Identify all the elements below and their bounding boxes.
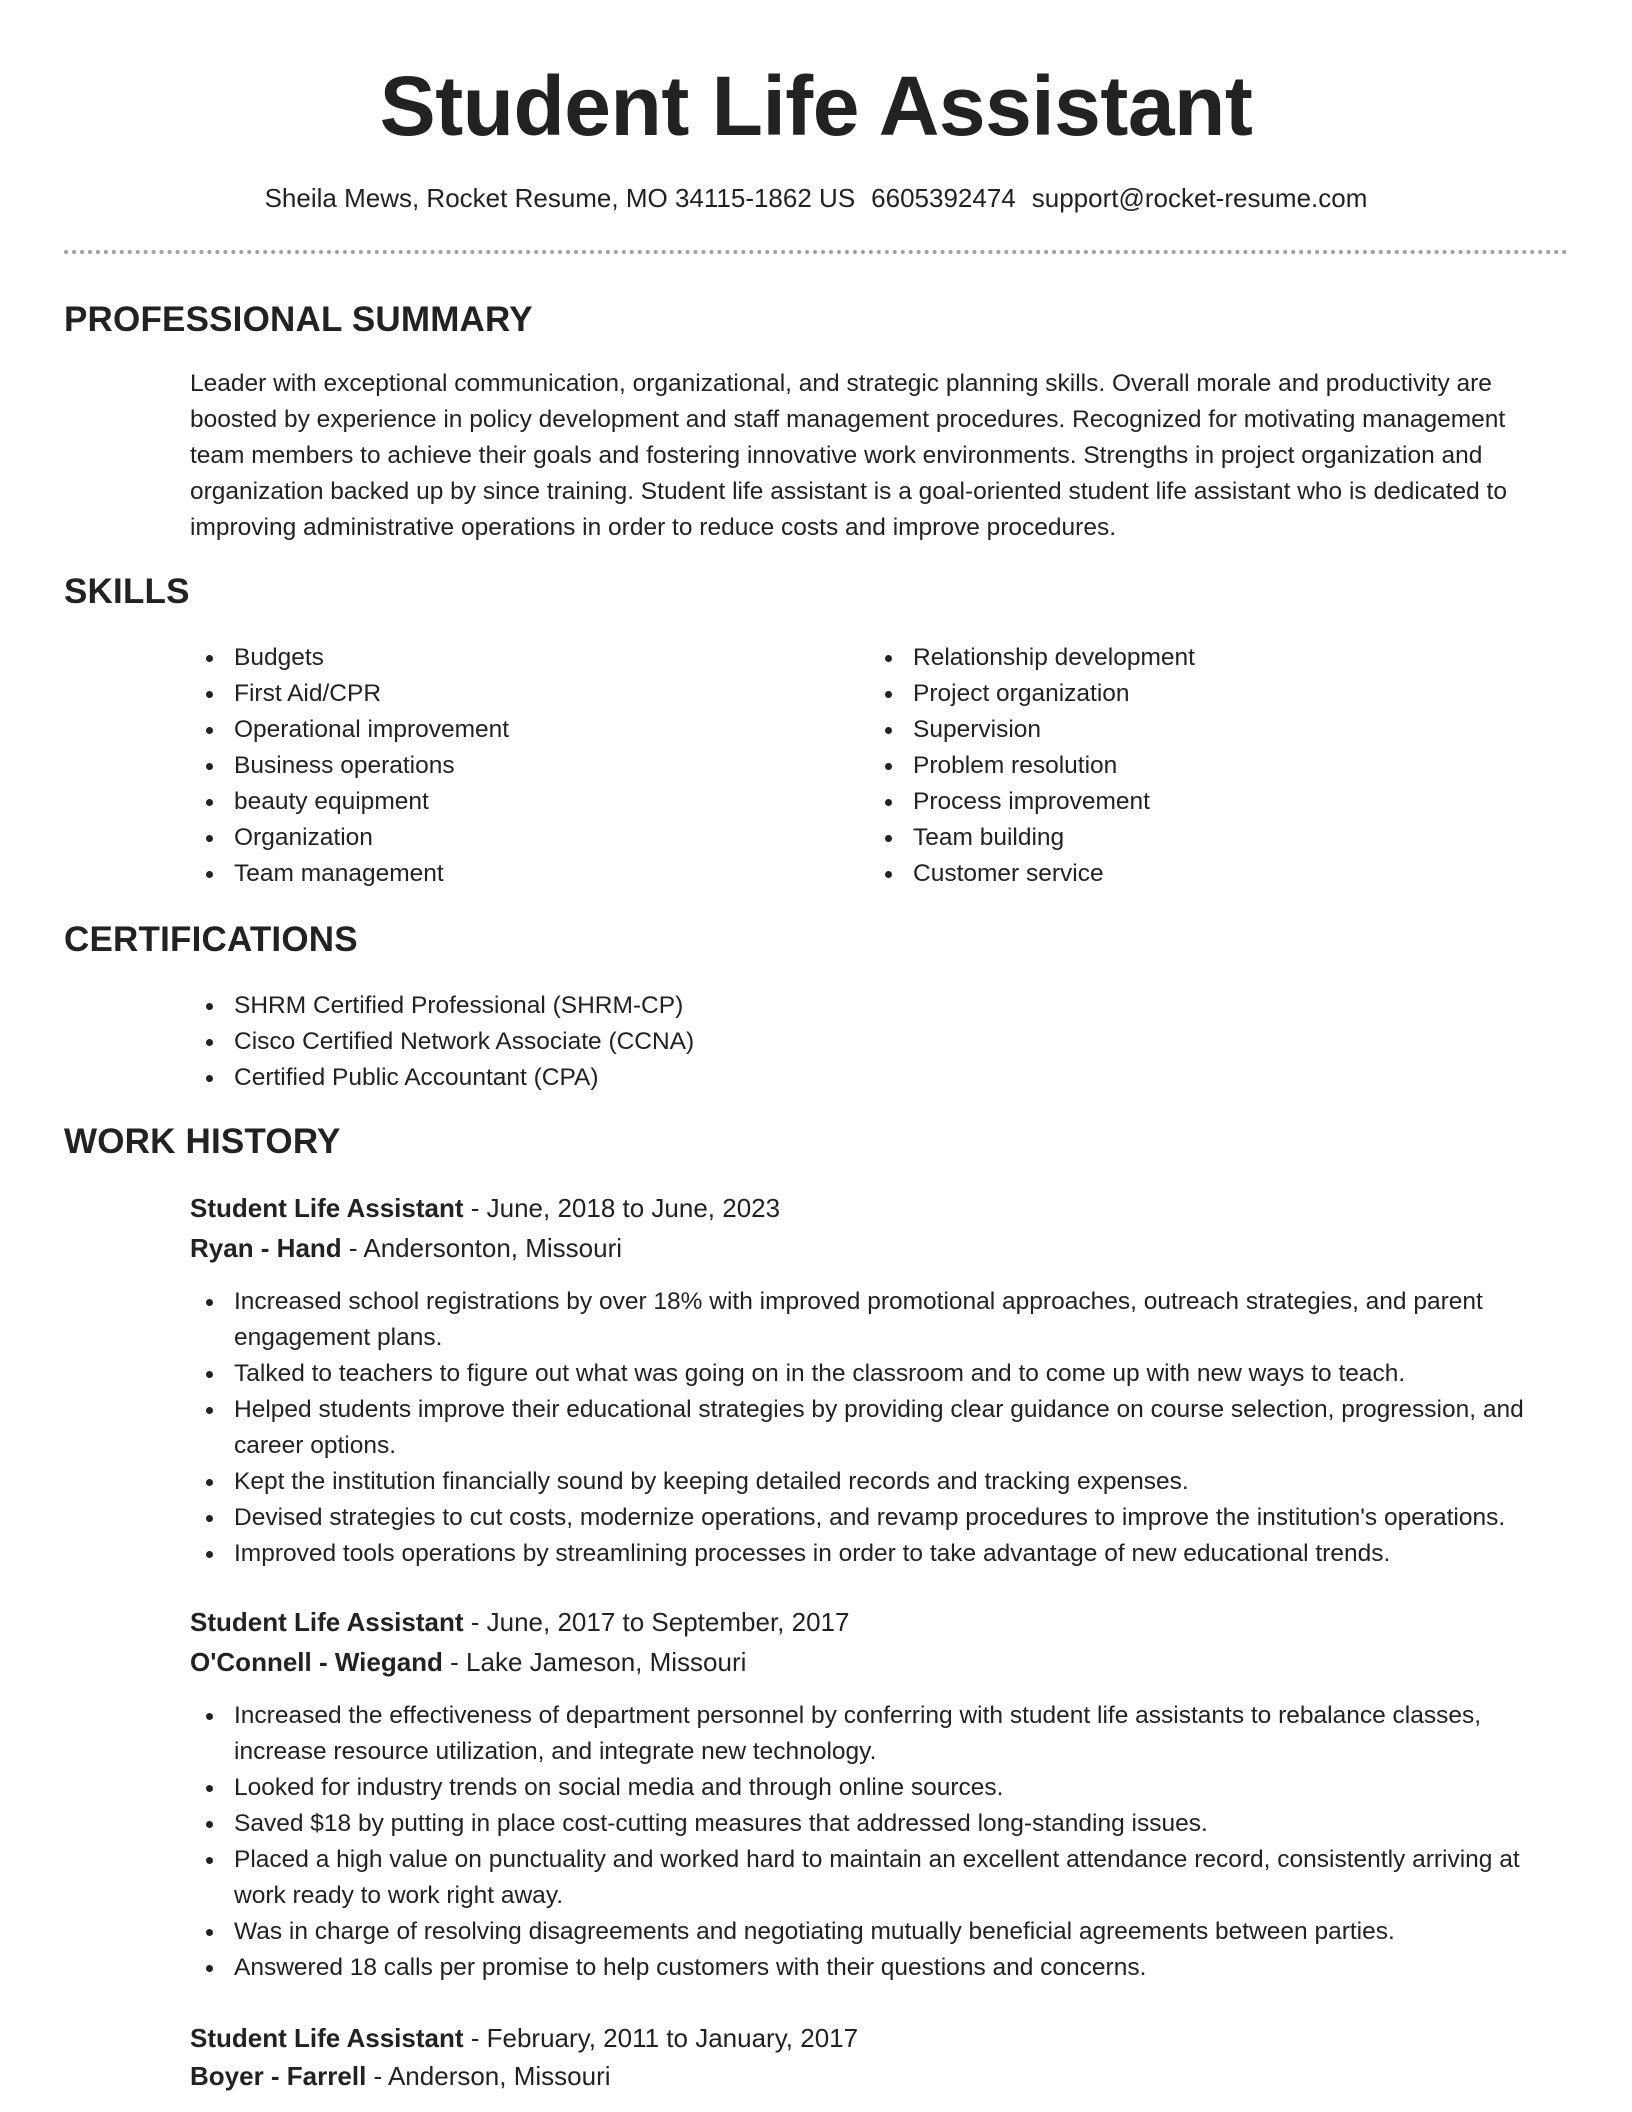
job-company: Ryan - Hand — [190, 1233, 342, 1263]
job-company: Boyer - Farrell — [190, 2061, 367, 2091]
job-bullet: Increased school registrations by over 18% with improved promotional approaches, outreach strategies, and parent engagement plans. — [190, 1284, 1560, 1356]
skill-item: Business operations — [190, 748, 830, 784]
contact-address: Sheila Mews, Rocket Resume, MO 34115-1862 US — [264, 183, 856, 213]
skill-item: Organization — [190, 820, 830, 856]
job-company-line — [190, 2058, 611, 2094]
job-bullet: Improved tools operations by streamlining processes in order to take advantage of new educational trends. — [190, 1536, 1560, 1572]
job-bullet: Kept the institution financially sound by keeping detailed records and tracking expenses. — [190, 1464, 1560, 1500]
contact-line — [0, 182, 1632, 214]
certifications-list — [190, 988, 1190, 1096]
contact-email: support@rocket-resume.com — [1031, 183, 1368, 213]
certification-item: Cisco Certified Network Associate (CCNA) — [190, 1024, 1190, 1060]
contact-phone: 6605392474 — [871, 183, 1016, 213]
certifications-heading: CERTIFICATIONS — [64, 920, 358, 959]
summary-heading: PROFESSIONAL SUMMARY — [64, 300, 533, 339]
certification-item: Certified Public Accountant (CPA) — [190, 1060, 1190, 1096]
job-dates: - June, 2018 to June, 2023 — [463, 1193, 781, 1223]
job-title-line — [190, 2020, 858, 2056]
job-company-line — [190, 1644, 746, 1680]
summary-text: Leader with exceptional communication, organizational, and strategic planning skills. Overall morale and productivity are boosted by experience in policy development and staff management procedures. Recognized for motivating management team members to achieve their goals and fostering innovative work environments. Strengths in project organization and organization backed up by since training. Student life assistant is a goal-oriented student life assistant who is dedicated to improving administrative operations in order to reduce costs and improve procedures. — [190, 370, 1507, 541]
header-divider — [64, 250, 1568, 254]
job-bullets — [190, 1698, 1560, 1986]
skill-item: Problem resolution — [869, 748, 1549, 784]
job-bullet: Looked for industry trends on social media and through online sources. — [190, 1770, 1560, 1806]
job-bullet: Increased the effectiveness of department personnel by conferring with student life assistants to rebalance classes, increase resource utilization, and integrate new technology. — [190, 1698, 1560, 1770]
skill-item: Customer service — [869, 856, 1549, 892]
job-bullet: Saved $18 by putting in place cost-cutting measures that addressed long-standing issues. — [190, 1806, 1560, 1842]
job-bullet: Helped students improve their educational strategies by providing clear guidance on course selection, progression, and career options. — [190, 1392, 1560, 1464]
skill-item: beauty equipment — [190, 784, 830, 820]
skills-list-right — [869, 640, 1549, 892]
skill-item: Process improvement — [869, 784, 1549, 820]
skill-item: Relationship development — [869, 640, 1549, 676]
skill-item: First Aid/CPR — [190, 676, 830, 712]
job-location: - Anderson, Missouri — [366, 2061, 611, 2091]
skills-list-left — [190, 640, 830, 892]
skill-item: Budgets — [190, 640, 830, 676]
skills-heading: SKILLS — [64, 572, 190, 611]
skill-item: Team building — [869, 820, 1549, 856]
work-history-heading: WORK HISTORY — [64, 1122, 341, 1161]
certification-item: SHRM Certified Professional (SHRM-CP) — [190, 988, 1190, 1024]
job-bullets — [190, 1284, 1560, 1572]
job-title-line — [190, 1190, 780, 1226]
job-bullet: Devised strategies to cut costs, modernize operations, and revamp procedures to improve the institution's operations. — [190, 1500, 1560, 1536]
job-location: - Andersonton, Missouri — [341, 1233, 623, 1263]
job-title: Student Life Assistant — [190, 1193, 464, 1223]
job-title: Student Life Assistant — [190, 2023, 464, 2053]
job-bullet: Placed a high value on punctuality and worked hard to maintain an excellent attendance record, consistently arriving at work ready to work right away. — [190, 1842, 1560, 1914]
job-location: - Lake Jameson, Missouri — [442, 1647, 747, 1677]
job-bullet: Was in charge of resolving disagreements and negotiating mutually beneficial agreements between parties. — [190, 1914, 1560, 1950]
job-company-line — [190, 1230, 622, 1266]
job-dates: - February, 2011 to January, 2017 — [463, 2023, 859, 2053]
skill-item: Operational improvement — [190, 712, 830, 748]
skill-item: Supervision — [869, 712, 1549, 748]
resume-name: Student Life Assistant — [379, 59, 1253, 153]
job-bullet: Answered 18 calls per promise to help customers with their questions and concerns. — [190, 1950, 1560, 1986]
job-company: O'Connell - Wiegand — [190, 1647, 443, 1677]
job-title-line — [190, 1604, 849, 1640]
job-title: Student Life Assistant — [190, 1607, 464, 1637]
skill-item: Team management — [190, 856, 830, 892]
skill-item: Project organization — [869, 676, 1549, 712]
job-bullet: Talked to teachers to figure out what was going on in the classroom and to come up with new ways to teach. — [190, 1356, 1560, 1392]
job-dates: - June, 2017 to September, 2017 — [463, 1607, 850, 1637]
